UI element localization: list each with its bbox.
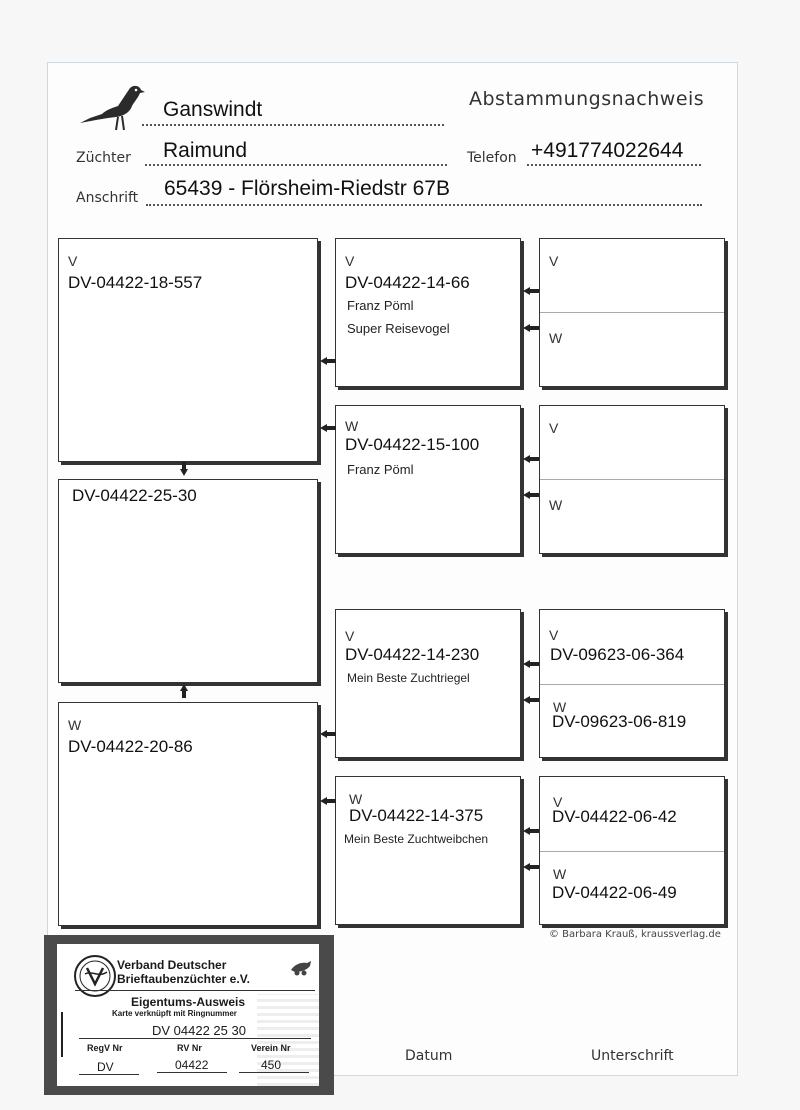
note-line: Super Reisevogel xyxy=(347,321,450,336)
ring-number: DV-09623-06-364 xyxy=(550,645,685,664)
card-subtitle: Karte verknüpft mit Ringnummer xyxy=(112,1009,237,1018)
sex-marker: V xyxy=(68,253,78,269)
ring-number: DV-04422-14-230 xyxy=(345,645,480,664)
arrow-left-icon xyxy=(523,324,539,332)
date-label: Datum xyxy=(405,1048,453,1064)
ring-number: DV-04422-06-49 xyxy=(552,883,677,902)
ring-number: DV-04422-15-100 xyxy=(345,435,480,454)
arrow-down-icon xyxy=(180,462,188,476)
arrow-left-icon xyxy=(523,696,539,704)
phone-label: Telefon xyxy=(467,150,517,166)
arrow-left-icon xyxy=(320,730,336,738)
breeder-field: Raimund xyxy=(163,139,248,162)
sex-marker: V xyxy=(549,420,559,436)
grandmother-maternal-box xyxy=(335,776,521,925)
card-org-name: Verband Deutscher xyxy=(117,958,227,972)
sex-marker: W xyxy=(553,699,567,715)
ring-number: DV-04422-06-42 xyxy=(552,807,677,826)
card-regv-value: DV xyxy=(97,1060,114,1074)
arrow-left-icon xyxy=(523,491,539,499)
arrow-left-icon xyxy=(320,424,336,432)
arrow-left-icon xyxy=(523,863,539,871)
card-column-label: RV Nr xyxy=(177,1043,202,1053)
arrow-left-icon xyxy=(523,660,539,668)
card-org-name: Brieftaubenzüchter e.V. xyxy=(117,972,250,986)
card-ring-number: DV 04422 25 30 xyxy=(152,1023,246,1038)
ownership-card xyxy=(44,935,334,1095)
arrow-left-icon xyxy=(320,797,336,805)
sex-marker: V xyxy=(549,627,559,643)
sex-marker: V xyxy=(553,794,563,810)
great-grandparents-box-2 xyxy=(539,405,725,554)
sex-marker: V xyxy=(549,253,559,269)
address-label: Anschrift xyxy=(76,190,139,206)
note-line: Mein Beste Zuchtriegel xyxy=(347,671,470,685)
arrow-left-icon xyxy=(320,357,336,365)
pigeon-icon xyxy=(78,80,146,138)
ring-number: DV-04422-18-557 xyxy=(68,273,203,292)
ring-number: DV-04422-20-86 xyxy=(68,737,193,756)
name-field: Ganswindt xyxy=(163,98,263,121)
great-grandparents-box-3 xyxy=(539,609,725,758)
father-box xyxy=(58,238,318,462)
signature-label: Unterschrift xyxy=(591,1048,674,1064)
breeder-label: Züchter xyxy=(76,150,131,166)
sex-marker: W xyxy=(553,866,567,882)
ring-number: DV-04422-14-66 xyxy=(345,273,470,292)
arrow-up-icon xyxy=(180,684,188,698)
grandfather-paternal-box xyxy=(335,238,521,387)
ring-number: DV-04422-14-375 xyxy=(349,806,484,825)
note-line: Franz Pöml xyxy=(347,462,414,477)
card-title: Eigentums-Ausweis xyxy=(131,995,246,1009)
phone-field: +491774022644 xyxy=(531,139,684,162)
arrow-left-icon xyxy=(523,827,539,835)
ring-number: DV-09623-06-819 xyxy=(552,712,687,731)
mother-box xyxy=(58,702,318,926)
ring-number: DV-04422-25-30 xyxy=(72,486,197,505)
great-grandparents-box-4 xyxy=(539,776,725,925)
grandmother-paternal-box xyxy=(335,405,521,554)
copyright-notice: © Barbara Krauß, kraussverlag.de xyxy=(549,929,721,940)
address-field: 65439 - Flörsheim-Riedstr 67B xyxy=(164,177,450,200)
great-grandparents-box-1 xyxy=(539,238,725,387)
arrow-left-icon xyxy=(523,287,539,295)
note-line: Franz Pöml xyxy=(347,298,414,313)
grandfather-maternal-box xyxy=(335,609,521,758)
subject-box xyxy=(58,479,318,683)
association-logo-icon xyxy=(73,954,117,998)
sex-marker: W xyxy=(68,717,82,733)
sex-marker: W xyxy=(349,791,363,807)
sex-marker: W xyxy=(549,330,563,346)
sex-marker: W xyxy=(345,418,359,434)
pigeon-icon xyxy=(289,958,313,976)
card-column-label: Verein Nr xyxy=(251,1043,291,1053)
card-verein-value: 450 xyxy=(261,1058,282,1072)
card-column-label: RegV Nr xyxy=(87,1043,123,1053)
note-line: Mein Beste Zuchtweibchen xyxy=(344,832,489,846)
sex-marker: V xyxy=(345,253,355,269)
card-rv-value: 04422 xyxy=(175,1058,209,1072)
arrow-left-icon xyxy=(523,455,539,463)
document-title: Abstammungsnachweis xyxy=(469,88,705,110)
sex-marker: W xyxy=(549,497,563,513)
sex-marker: V xyxy=(345,628,355,644)
